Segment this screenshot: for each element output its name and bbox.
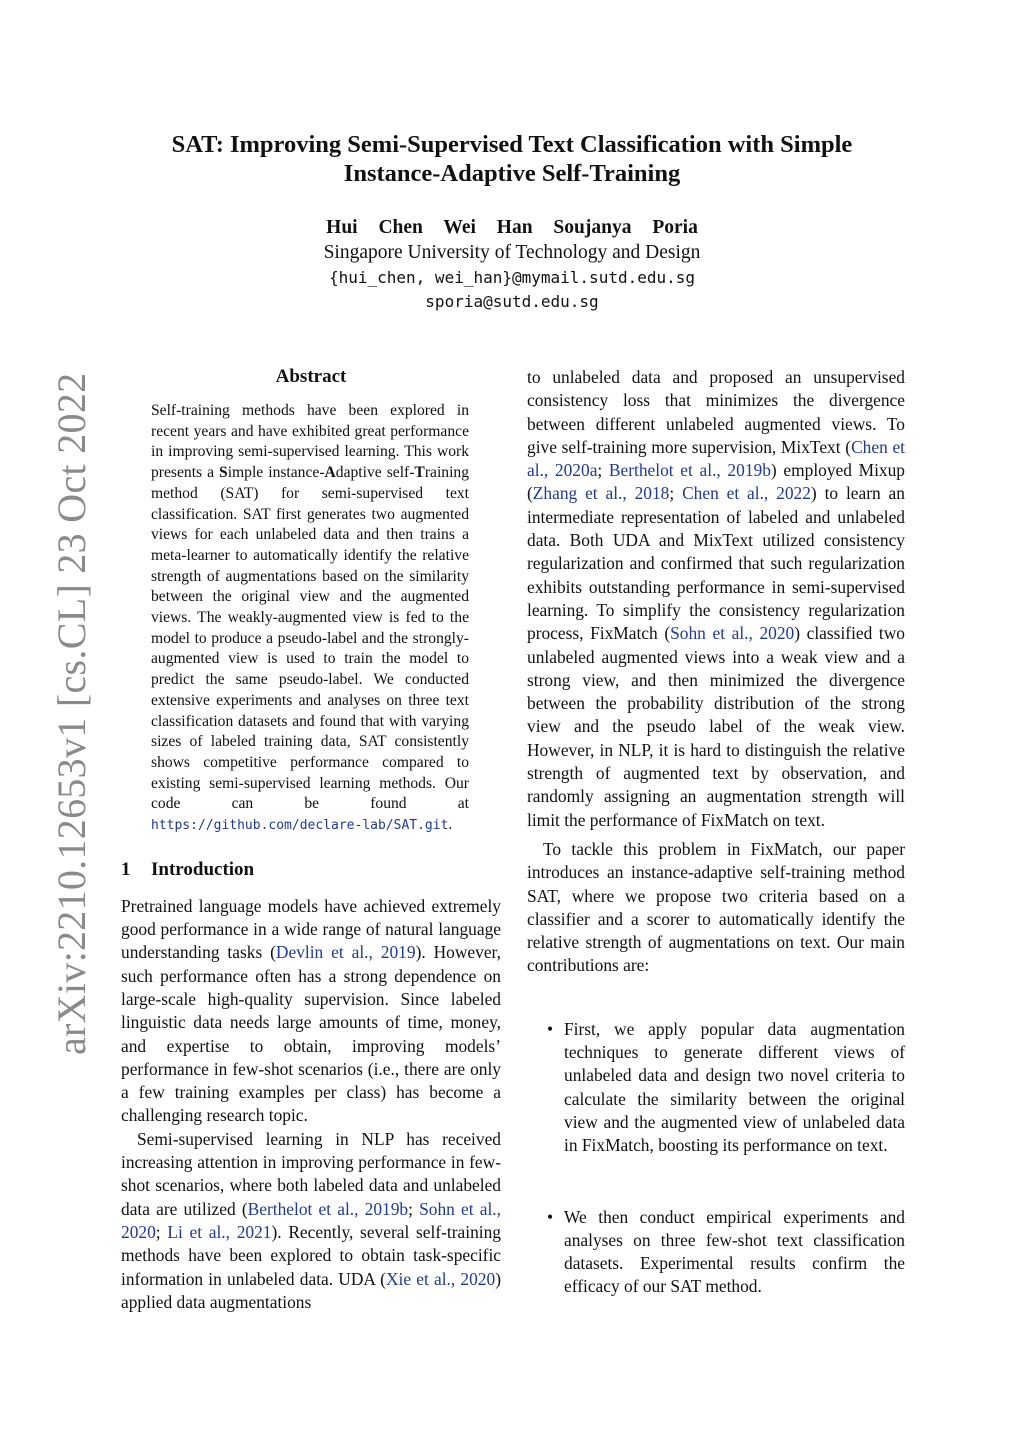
body-text: ). Recently, several self-training methods have been explored to obtain task-specific information in unlabeled data. UDA ( (121, 1221, 501, 1289)
contributions-list (527, 1018, 905, 1299)
section-title: Introduction (151, 858, 255, 880)
left-column (121, 366, 501, 1314)
section-heading-introduction (121, 859, 501, 881)
citation-link[interactable]: Sohn et al., 2020 (670, 623, 795, 644)
body-text: to unlabeled data and proposed an unsupervised consistency loss that minimizes the divergence between different unlabeled augmented views. To give self-training more supervision, MixText ( (527, 367, 905, 457)
intro-paragraph-2 (121, 1128, 501, 1314)
abstract-text-part: Self-training methods have been explored in recent years and have exhibited great performance in improving semi-supervised learning. This work presents a (151, 402, 469, 482)
abstract-text-part: . (448, 816, 453, 834)
contribution-item (527, 1206, 905, 1299)
body-text: ) to learn an intermediate representation of labeled and unlabeled data. Both UDA and MixText utilized consistency regularization and confirmed that such regularization exhibits outstanding performance in semi-supervised learning. To simplify the consistency regularization process, FixMatch ( (527, 483, 905, 644)
paper-title-line-1: SAT: Improving Semi-Supervised Text Classification with Simple (171, 131, 853, 158)
intro-paragraph-4: To tackle this problem in FixMatch, our paper introduces an instance-adaptive self-training method SAT, where we propose two criteria based on a classifier and a scorer to automatically identify the relative strength of augmentations on text. Our main contributions are: (527, 838, 905, 976)
body-text: Pretrained language models have achieved extremely good performance in a wide range of natural language understanding tasks ( (121, 895, 501, 963)
author-email-2: sporia@sutd.edu.sg (425, 292, 599, 311)
acronym-letter-s: S (219, 464, 228, 482)
bullet-icon: • (547, 1018, 554, 1039)
author-email-1: {hui_chen, wei_han}@mymail.sutd.edu.sg (328, 268, 696, 287)
body-text: ; (155, 1221, 168, 1242)
paper-title (100, 130, 924, 188)
abstract-text-part: imple instance- (227, 464, 325, 482)
citation-link[interactable]: Berthelot et al., 2019b (247, 1198, 409, 1219)
body-text: Semi-supervised learning in NLP has received increasing attention in improving performance in few-shot scenarios, where both labeled data and unlabeled data are utilized ( (121, 1128, 501, 1219)
contribution-item (527, 1018, 905, 1158)
arxiv-identifier-stamp: arXiv:2210.12653v1 [cs.CL] 23 Oct 2022 (49, 372, 94, 1055)
body-text: ) classified two unlabeled augmented views into a weak view and a strong view, and then minimized the divergence between the probability distribution of the strong view and the pseudo label of the weak view. However, in NLP, it is hard to distinguish the relative strength of augmented text by observation, and randomly assigning an augmentation strength will limit the performance of FixMatch on text. (527, 623, 905, 830)
contribution-text: First, we apply popular data augmentation techniques to generate different views of unlabeled data and design two novel criteria to calculate the similarity between the original view and the augmented view of unlabeled data in FixMatch, boosting its performance on text. (564, 1018, 905, 1156)
citation-link[interactable]: Zhang et al., 2018 (532, 483, 670, 504)
intro-paragraph-1 (121, 895, 501, 1128)
intro-paragraph-3 (527, 366, 905, 832)
citation-link[interactable]: Sohn et al., 2020 (121, 1198, 502, 1242)
abstract-text-part: daptive self- (335, 464, 415, 482)
section-number: 1 (121, 858, 131, 880)
affiliation: Singapore University of Technology and Design (323, 242, 701, 263)
abstract-text-part: raining method (SAT) for semi-supervised text classification. SAT first generates two augmented views for each unlabeled data and then trains a meta-learner to automatically identify the relative strength of augmentations based on the similarity between the original view and the augmented views. The weakly-augmented view is fed to the model to produce a pseudo-label and the strongly-augmented view is used to train the model to predict the same pseudo-label. We conducted extensive experiments and analyses on three text classification datasets and found that with varying sizes of labeled training data, SAT consistently shows competitive performance compared to existing semi-supervised learning methods. Our code can be found at (151, 464, 469, 813)
contribution-text: We then conduct empirical experiments and analyses on three few-shot text classification datasets. Experimental results confirm the efficacy of our SAT method. (564, 1206, 905, 1297)
acronym-letter-a: A (324, 464, 336, 482)
body-text: ) employed Mixup ( (527, 460, 906, 504)
abstract-heading: Abstract (275, 366, 347, 387)
abstract-body (151, 401, 469, 837)
body-text: ; (669, 483, 683, 504)
right-column (527, 366, 905, 1347)
citation-link[interactable]: Chen et al., 2022 (682, 483, 811, 504)
citation-link[interactable]: Devlin et al., 2019 (275, 942, 416, 963)
acronym-letter-t: T (414, 464, 425, 482)
paper-title-line-2: Instance-Adaptive Self-Training (343, 160, 681, 187)
bullet-icon: • (547, 1206, 554, 1227)
body-text: ; (597, 460, 609, 481)
body-text: ) applied data augmentations (121, 1268, 501, 1312)
citation-link[interactable]: Xie et al., 2020 (385, 1268, 496, 1289)
citation-link[interactable]: Chen et al., 2020a (527, 436, 906, 481)
citation-link[interactable]: Berthelot et al., 2019b (608, 460, 771, 481)
code-repository-link[interactable]: https://github.com/declare-lab/SAT.git (151, 818, 449, 834)
body-text: ; (408, 1198, 420, 1219)
author-list: Hui Chen Wei Han Soujanya Poria (326, 217, 698, 238)
body-text: ). However, such performance often has a strong dependence on large-scale high-quality supervision. Since labeled linguistic data needs large amounts of time, money, and expertise to obtain, improving models’ performance in few-shot scenarios (i.e., there are only a few training examples per class) has become a challenging research topic. (121, 942, 501, 1126)
citation-link[interactable]: Li et al., 2021 (167, 1221, 272, 1242)
